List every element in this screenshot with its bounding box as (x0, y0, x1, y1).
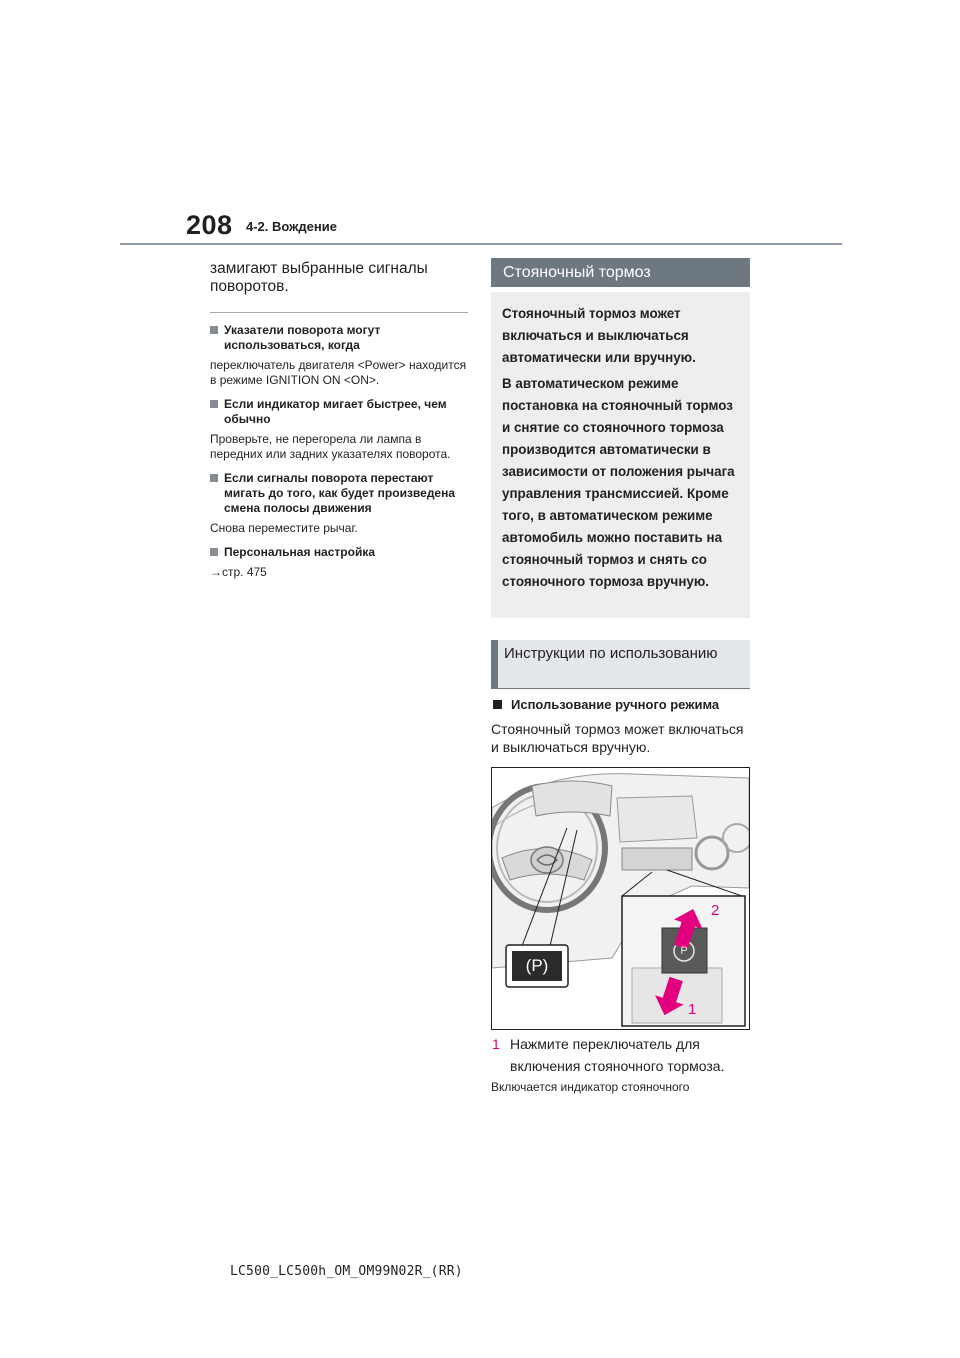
square-bullet-icon (493, 700, 502, 709)
square-bullet-icon (210, 548, 218, 556)
note-item (210, 397, 468, 462)
square-bullet-icon (210, 400, 218, 408)
step-text: Нажмите переключатель для включения стояночного тормоза. (510, 1036, 725, 1074)
parking-brake-indicator-icon: (P) (525, 956, 549, 975)
note-body: Снова переместите рычаг. (210, 521, 358, 535)
intro-text: замигают выбранные сигналы поворотов. (210, 260, 428, 295)
square-bullet-icon (210, 326, 218, 334)
manual-mode-text: Стояночный тормоз может включаться и выключаться вручную. (491, 721, 744, 755)
box-paragraph: В автоматическом режиме постановка на стояночный тормоз и снятие со стояночного тормоза производится автоматически в зависимости от положения рычага управления трансмиссией. Кроме того, в автоматическом режиме автомобиль можно поставить на стояночный тормоз и снять со стояночного тормоза вручную. (502, 376, 735, 589)
parking-brake-box-title: Стояночный тормоз (491, 258, 750, 287)
parking-brake-box-body (491, 292, 750, 618)
dashboard-drawing (492, 768, 749, 1029)
note-title: Указатели поворота могут использоваться, когда (224, 323, 381, 352)
manual-mode-heading (491, 697, 719, 712)
step-result-text: Включается индикатор стояночного (491, 1080, 690, 1094)
note-body: переключатель двигателя <Power> находится в режиме IGNITION ON <ON>. (210, 358, 467, 387)
manual-mode-heading-text: Использование ручного режима (511, 697, 720, 712)
note-item (210, 545, 468, 580)
section-title: 4-2. Вождение (246, 219, 337, 234)
note-title: Если сигналы поворота перестают мигать до того, как будет произведена смена полосы движения (224, 471, 456, 515)
step-1 (491, 1033, 750, 1077)
callout-2: 2 (711, 902, 720, 919)
note-title: Если индикатор мигает быстрее, чем обычно (224, 397, 447, 426)
parking-brake-switch-icon: P (680, 945, 688, 957)
header-divider (120, 243, 842, 245)
page-number: 208 (186, 210, 233, 240)
note-title: Персональная настройка (224, 545, 376, 559)
left-column (210, 260, 468, 589)
parking-brake-illustration (491, 767, 750, 1030)
step-number: 1 (492, 1036, 500, 1052)
document-id: LC500_LC500h_OM_OM99N02R_(RR) (230, 1264, 463, 1279)
column-divider (210, 312, 468, 313)
page-reference[interactable]: →стр. 475 (210, 565, 267, 579)
note-item (210, 323, 468, 388)
callout-1: 1 (688, 1001, 697, 1018)
square-bullet-icon (210, 474, 218, 482)
instructions-title: Инструкции по использованию (491, 640, 750, 689)
note-item (210, 471, 468, 536)
box-paragraph: Стояночный тормоз может включаться и выключаться автоматически или вручную. (502, 306, 696, 365)
note-body: Проверьте, не перегорела ли лампа в передних или задних указателях поворота. (210, 432, 451, 461)
